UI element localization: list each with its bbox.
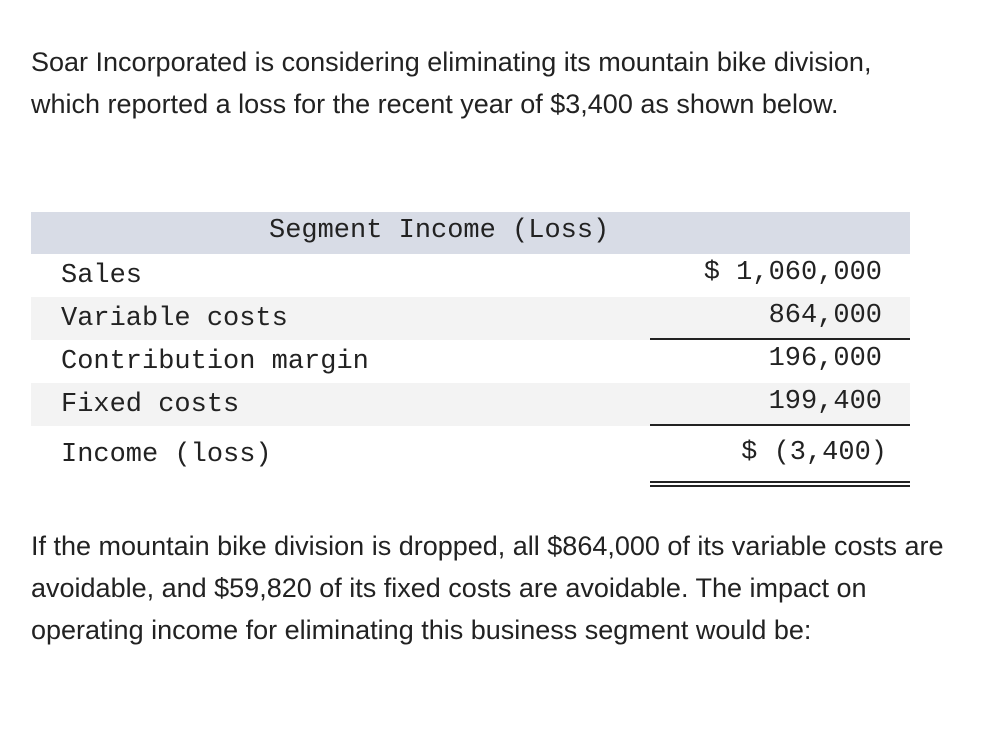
row-amount: 199,400 <box>768 387 882 417</box>
total-double-rule <box>650 485 910 487</box>
row-label: Sales <box>61 261 143 291</box>
row-label: Fixed costs <box>61 390 240 420</box>
question-paragraph: If the mountain bike division is dropped, all $864,000 of its variable costs are avoidable, and $59,820 of its fixed costs are avoidable. The impact on operating income for eliminating this business segment would be: <box>31 531 944 645</box>
subtotal-rule <box>650 338 910 340</box>
table-header <box>31 212 910 254</box>
row-label: Variable costs <box>61 304 288 334</box>
total-double-rule <box>650 481 910 483</box>
table-row-contribution-margin <box>31 340 910 383</box>
row-amount: 864,000 <box>768 301 882 331</box>
row-label: Contribution margin <box>61 347 369 377</box>
table-row-income-loss <box>31 426 910 469</box>
row-amount: $ (3,400) <box>741 438 887 468</box>
table-row-fixed-costs <box>31 383 910 426</box>
row-amount: $ 1,060,000 <box>703 258 882 288</box>
intro-paragraph: Soar Incorporated is considering eliminating its mountain bike division, which reported a loss for the recent year of $3,400 as shown below. <box>31 47 872 119</box>
row-amount: 196,000 <box>768 344 882 374</box>
subtotal-rule <box>650 424 910 426</box>
table-row-sales <box>31 254 910 297</box>
table-title: Segment Income (Loss) <box>269 216 610 246</box>
table-row-variable-costs <box>31 297 910 340</box>
segment-income-table <box>31 212 910 469</box>
row-label: Income (loss) <box>61 440 272 470</box>
